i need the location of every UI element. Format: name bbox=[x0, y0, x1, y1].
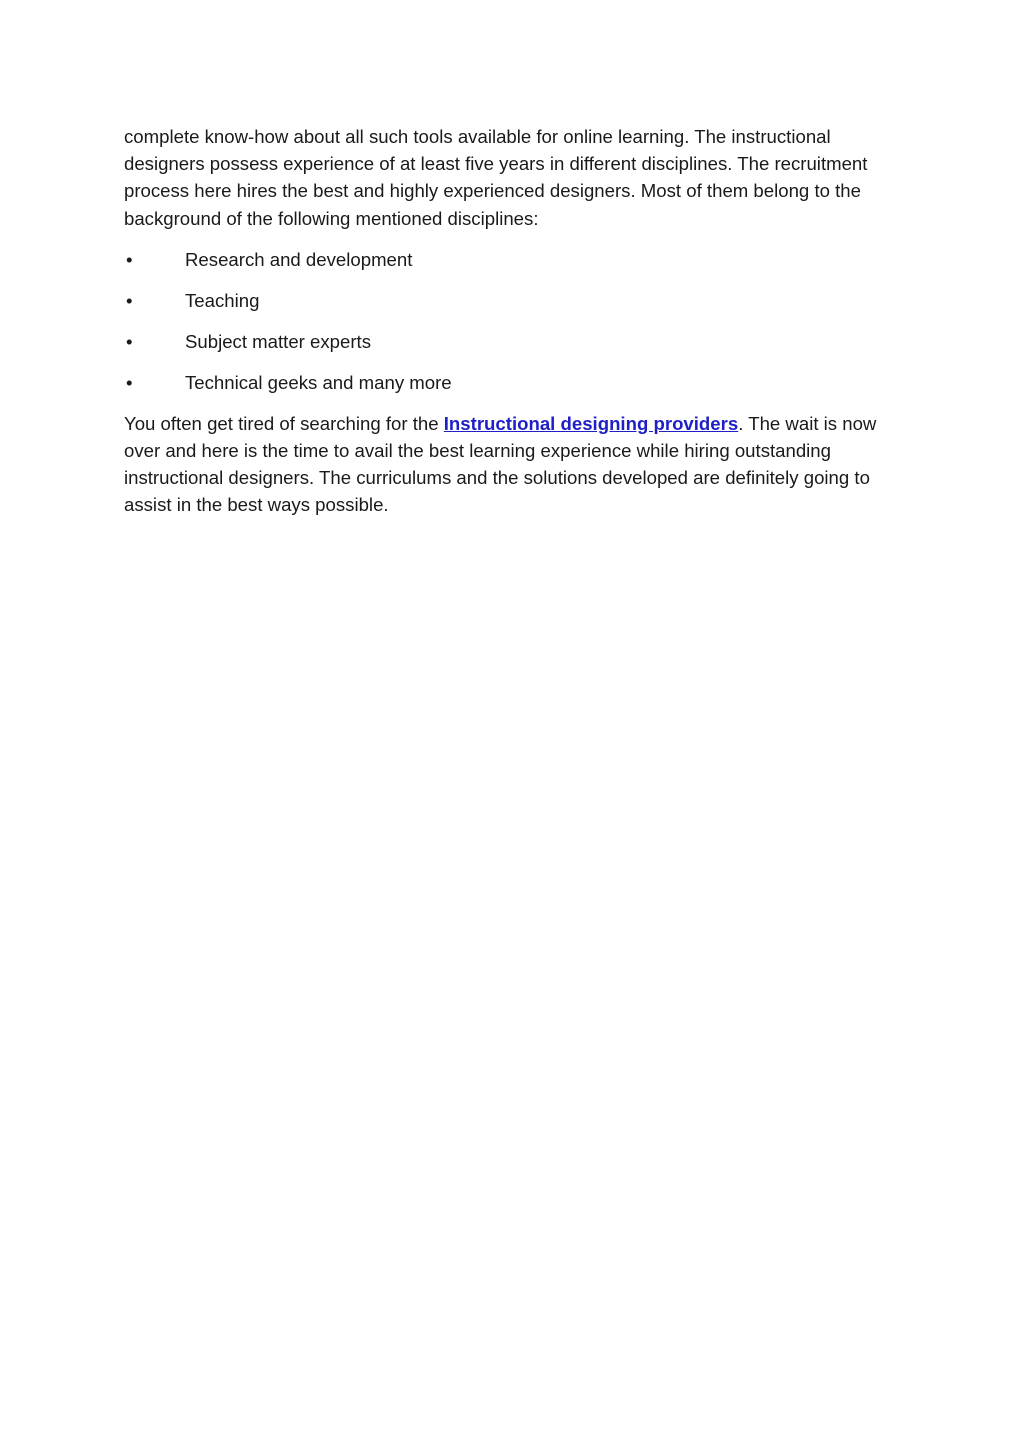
closing-text-before-link: You often get tired of searching for the bbox=[124, 412, 444, 434]
list-item-text: Subject matter experts bbox=[185, 330, 372, 352]
bullet-icon: • bbox=[126, 289, 133, 311]
bullet-icon: • bbox=[126, 371, 133, 393]
closing-text-after-link: . The wait is now over and here is the time to avail the best learning experience while hiring outstanding instructional designers. The curriculums and the solutions developed are definitely going to assist in the best ways possible. bbox=[124, 412, 877, 516]
list-item bbox=[124, 287, 894, 314]
disciplines-list bbox=[124, 246, 894, 396]
list-item-text: Teaching bbox=[185, 289, 260, 311]
instructional-designing-providers-link[interactable]: Instructional designing providers bbox=[443, 412, 739, 434]
list-item bbox=[124, 369, 894, 396]
list-item-text: Research and development bbox=[185, 248, 413, 270]
bullet-icon: • bbox=[126, 330, 133, 352]
closing-paragraph bbox=[124, 410, 894, 519]
document-body bbox=[124, 123, 894, 518]
list-item bbox=[124, 328, 894, 355]
bullet-icon: • bbox=[126, 248, 133, 270]
list-item-text: Technical geeks and many more bbox=[185, 371, 452, 393]
list-item bbox=[124, 246, 894, 273]
intro-paragraph: complete know-how about all such tools available for online learning. The instructional designers possess experience of at least five years in different disciplines. The recruitment process here hires the best and highly experienced designers. Most of them belong to the background of the following mentioned disciplines: bbox=[124, 126, 868, 229]
